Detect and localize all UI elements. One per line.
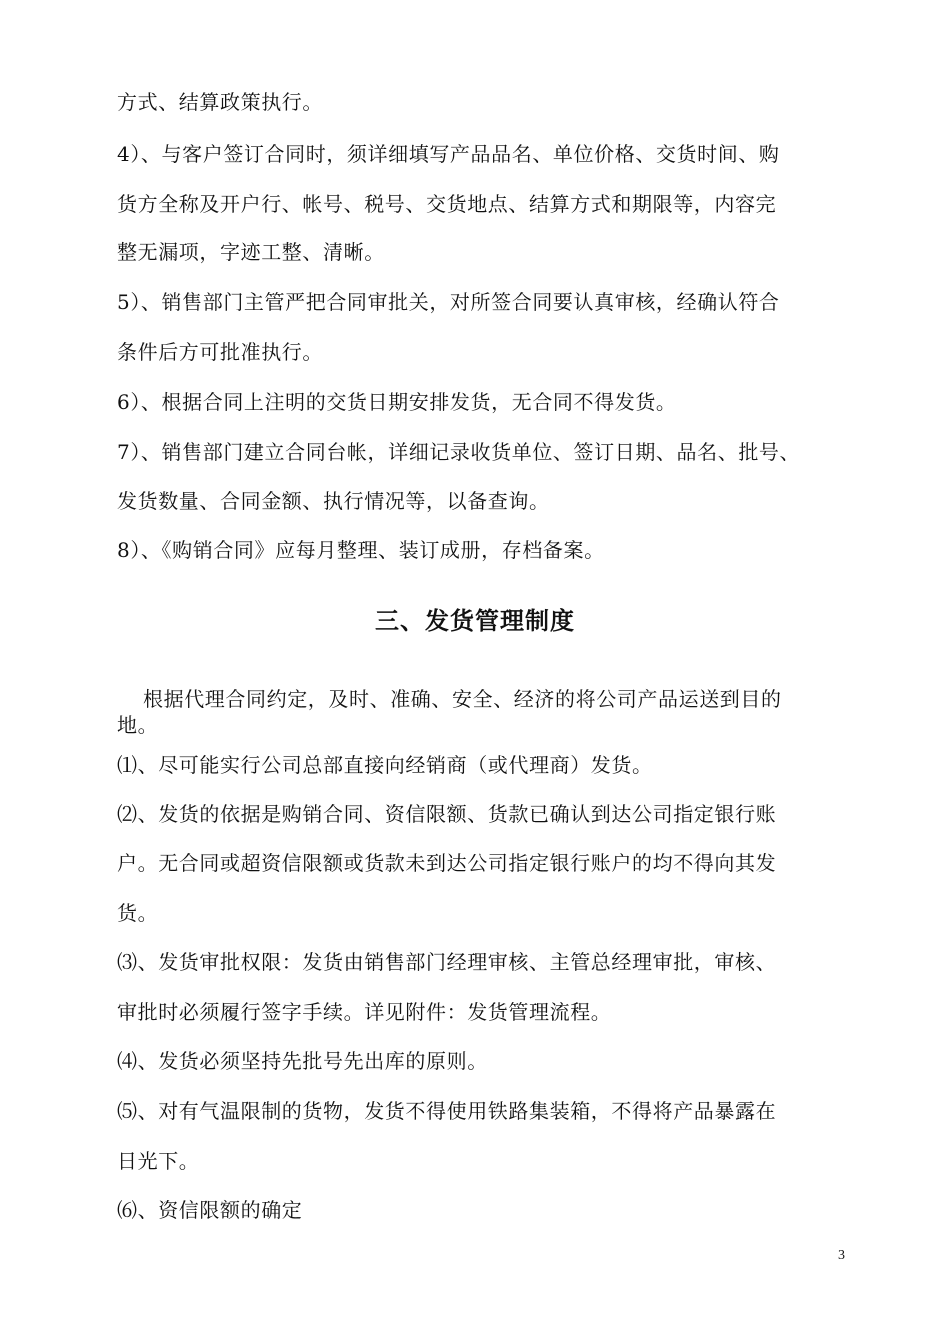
item-7-line: 发货数量、合同金额、执行情况等，以备查询。	[117, 489, 550, 513]
paragraph-line: 方式、结算政策执行。	[117, 90, 323, 114]
rule-2-line: 货。	[117, 901, 159, 925]
rule-4-line: ⑷、发货必须坚持先批号先出库的原则。	[117, 1049, 488, 1073]
rule-3-line: 审批时必须履行签字手续。详见附件：发货管理流程。	[117, 1000, 612, 1024]
rule-5-line: 日光下。	[117, 1149, 200, 1173]
intro-line: 根据代理合同约定，及时、准确、安全、经济的将公司产品运送到目的	[143, 687, 782, 711]
item-5-line: 条件后方可批准执行。	[117, 340, 323, 364]
rule-2-line: ⑵、发货的依据是购销合同、资信限额、货款已确认到达公司指定银行账	[117, 802, 777, 826]
intro-line: 地。	[117, 713, 159, 737]
item-6-line: 6）、根据合同上注明的交货日期安排发货，无合同不得发货。	[117, 390, 677, 414]
rule-2-line: 户。无合同或超资信限额或货款未到达公司指定银行账户的均不得向其发	[117, 851, 777, 875]
page-number: 3	[838, 1248, 845, 1263]
rule-1-line: ⑴、尽可能实行公司总部直接向经销商（或代理商）发货。	[117, 753, 653, 777]
item-4-line: 货方全称及开户行、帐号、税号、交货地点、结算方式和期限等，内容完	[117, 192, 777, 216]
item-5-line: 5）、销售部门主管严把合同审批关，对所签合同要认真审核，经确认符合	[117, 290, 780, 314]
rule-5-line: ⑸、对有气温限制的货物，发货不得使用铁路集装箱，不得将产品暴露在	[117, 1099, 777, 1123]
rule-3-line: ⑶、发货审批权限：发货由销售部门经理审核、主管总经理审批，审核、	[117, 950, 777, 974]
section-heading: 三、发货管理制度	[375, 606, 575, 635]
item-4-line: 整无漏项，字迹工整、清晰。	[117, 240, 385, 264]
rule-6-line: ⑹、资信限额的确定	[117, 1198, 303, 1222]
item-7-line: 7）、销售部门建立合同台帐，详细记录收货单位、签订日期、品名、批号、	[117, 440, 801, 464]
item-4-line: 4）、与客户签订合同时，须详细填写产品品名、单位价格、交货时间、购	[117, 142, 780, 166]
item-8-line: 8）、《购销合同》应每月整理、装订成册，存档备案。	[117, 538, 605, 562]
